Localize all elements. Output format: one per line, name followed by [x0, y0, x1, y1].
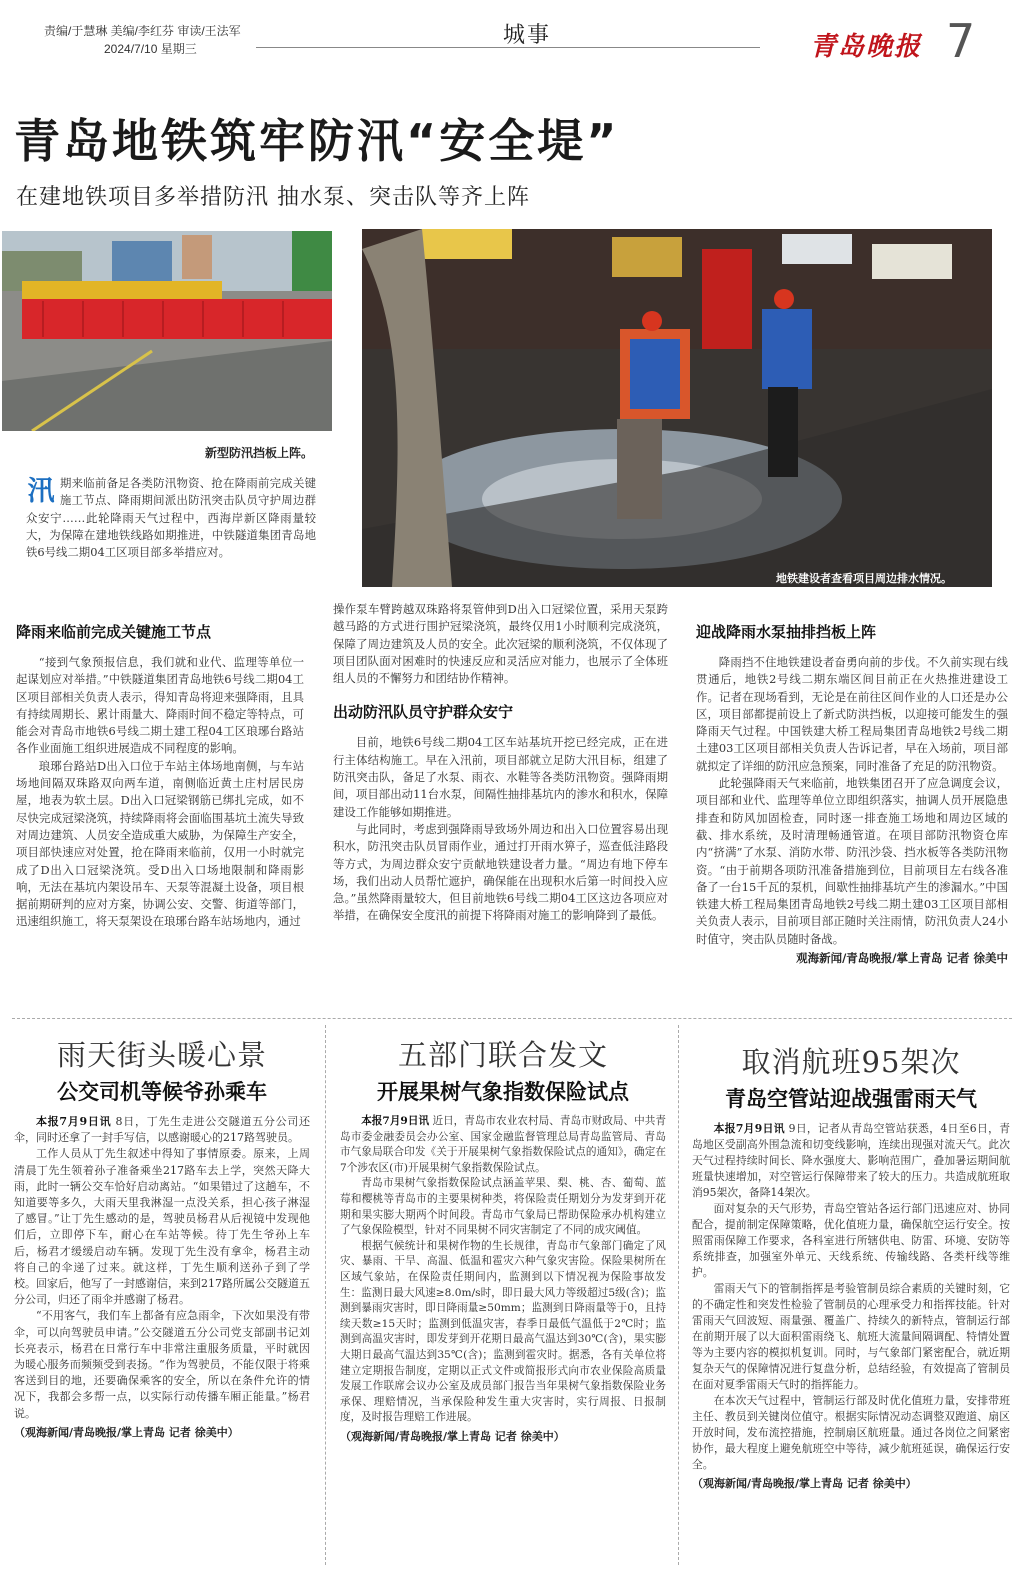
paragraph: 雷雨天气下的管制指挥是考验管制员综合素质的关键时刻，它的不确定性和突发性检验了管制员的心理承受力和指挥技能。针对雷雨天气回波短、雨量强、覆盖广、持续久的新特点，管制运行部在前期开展了以大面积雷雨绕飞、航班大流量间隔调配、特情处置等为主要内容的模拟机复训。同时，与气象部门紧密配合，就近期复杂天气的保障情况进行复盘分析，总结经验，有效提高了管制员在面对夏季雷雨天气时的指挥能力。	[692, 1282, 1010, 1391]
story-title: 公交司机等候爷孙乘车	[57, 1080, 267, 1104]
story-air-traffic	[692, 1040, 1010, 1491]
photo-flood-barriers	[2, 231, 332, 431]
issue-date: 2024/7/10 星期三	[104, 42, 197, 56]
paragraph: 工作人员从丁先生叙述中得知了事情原委。原来，上周清晨丁先生领着孙子准备乘坐217路车去上学，突然天降大雨，此时一辆公交车恰好启动离站。“如果错过了这趟车，不知道要等多久，大雨天里我淋湿一点没关系，担心孩子淋湿了感冒。”让丁先生感动的是，驾驶员杨君从后视镜中发现他们后，立即停下车，耐心在车站等候。待丁先生爷孙上车后，杨君才缓缓启动车辆。发现丁先生没有拿伞，杨君主动将自己的伞递了过来。就这样，丁先生顺利送孙子到了学校。回家后，他写了一封感谢信，来到217路所属公交隧道五分公司，归还了雨伞并感谢了杨君。	[14, 1147, 310, 1307]
byline: （观海新闻/青岛晚报/掌上青岛 记者 徐美中）	[340, 1429, 565, 1443]
article-column-1	[16, 621, 304, 931]
section-heading: 迎战降雨水泵抽排挡板上阵	[696, 623, 877, 641]
paragraph: 此轮强降雨天气来临前，地铁集团召开了应急调度会议，项目部和业代、监理等单位立即组织落实，抽调人员开展隐患排查和防风加固检查，同时逐一排查施工场地和周边区域的截、排水系统，及时清理畅通管道。在项目部防汛物资仓库内“挤满”了水泵、消防水带、防汛沙袋、挡水板等各类防汛物资。“由于前期各项防汛准备措施到位，目前项目左右线各准备了一台15千瓦的泵机，间歇性抽排基坑产生的渗漏水。”中国铁建大桥工程局集团青岛地铁2号线二期土建03工区项目部相关负责人表示，目前项目部正随时关注雨情，防汛负责人24小时值守，突击队员随时备战。	[696, 776, 1008, 946]
story-fruit-insurance	[340, 1033, 666, 1444]
lede-paragraph	[26, 475, 316, 561]
paragraph: “不用客气，我们车上都备有应急雨伞，下次如果没有带伞，可以向驾驶员申请。”公交隧道五分公司党支部副书记刘长亮表示，杨君在日常行车中非常注重服务质量，平时就因为暖心服务而频频受到表扬。“作为驾驶员，不能仅限于将乘客送到目的地，还要确保乘客的安全，所以在条件允许的情况下，我都会多帮一点，以实际行动传播车厢正能量。”杨君说。	[14, 1309, 310, 1420]
newspaper-brand-logo: 青岛晚报	[810, 32, 923, 62]
lede-text: 期来临前备足各类防汛物资、抢在降雨前完成关键施工节点、降雨期间派出防汛突击队员守护周边群众安宁……此轮降雨天气过程中，西海岸新区降雨量较大，为保障在建地铁线路如期推进，中铁隧道集团青岛地铁6号线二期04工区项目部多举措应对。	[26, 476, 316, 560]
page-number: 7	[946, 14, 976, 68]
column-divider	[325, 1025, 326, 1565]
lead-tag: 本报7月9日讯	[361, 1115, 430, 1127]
paragraph	[14, 1114, 310, 1146]
story-kicker: 五部门联合发文	[397, 1038, 608, 1072]
story-kicker: 雨天街头暖心景	[56, 1038, 267, 1072]
paragraph: 根据气候统计和果树作物的生长规律，青岛市气象部门确定了风灾、暴雨、干旱、高温、低温和雹灾六种气象灾害险。保险果树所在区域气象站，在保险责任期间内，监测到以下情况视为保险事故发生：监测日最大风速≥8.0m/s时，即日最大风力等级超过5级(含)；监测到暴雨灾害时，即日降雨量≥50mm；监测到日降雨量等于0，且持续天数≥15天时；监测到低温灾害，春季日最低气温低于2℃时；监测到高温灾害时，即发芽到开花期日最高气温达到30℃(含)，果实膨大期日最高气温达到35℃(含)；监测到雹灾时。据悉，各有关单位将建立定期报告制度，定期以正式文件或简报形式向市农业保险高质量发展工作联席会议办公室及成员部门报告当年果树气象指数保险业务承保、理赔情况，当承保险种发生重大灾害时，实行周报、日报制度，及时报告理赔工作进展。	[340, 1239, 666, 1424]
story-bus-driver	[14, 1033, 310, 1440]
section-heading: 出动防汛队员守护群众安宁	[333, 703, 514, 722]
lead-tag: 本报7月9日讯	[36, 1115, 112, 1128]
byline: （观海新闻/青岛晚报/掌上青岛 记者 徐美中）	[14, 1425, 239, 1439]
paragraph	[340, 1114, 666, 1176]
paragraph	[692, 1121, 1010, 1201]
paragraph: 与此同时，考虑到强降雨导致场外周边和出入口位置容易出现积水，防汛突击队员冒雨作业，通过打开雨水箅子，巡查低洼路段等方式，为周边群众安宁贡献地铁建设者力量。“周边有地下停车场，我们出动人员帮忙遮护，确保能在出现积水后第一时间投入应急。”虽然降雨量较大，但目前地铁6号线二期04工区这边各项应对举措，在确保安全度汛的前提下将降雨对施工的影响降到了最低。	[333, 821, 668, 923]
paragraph: 在本次天气过程中，管制运行部及时优化值班力量，安排带班主任、教员到关键岗位值守。根据实际情况动态调整双跑道、扇区开放时间，发布流控措施，控制扇区航班量。通过各岗位之间紧密协作，最大程度上避免航班空中等待，减少航班延误，确保运行安全。	[692, 1394, 1010, 1471]
lead-text: 9日，记者从青岛空管站获悉，4日至6日，青岛地区受副高外围急流和切变线影响，连续出现强对流天气。此次天气过程持续时间长、降水强度大、影响范围广，叠加暑运期间航班量快速增加，对空管运行保障带来了较大的压力。共造成航班取消95架次，备降14架次。	[692, 1122, 1011, 1199]
section-divider	[12, 1018, 1012, 1019]
lead-tag: 本报7月9日讯	[713, 1122, 785, 1135]
story-title: 青岛空管站迎战强雷雨天气	[725, 1087, 977, 1111]
paragraph: 降雨挡不住地铁建设者奋勇向前的步伐。不久前实现右线贯通后，地铁2号线二期东端区间目前正在火热推进建设工作。记者在现场看到，无论是在前往区间作业的人口还是办公区，项目部都提前设上了新式防洪挡板，以迎接可能发生的强降雨天气过程。中国铁建大桥工程局集团青岛地铁2号线二期土建03工区项目部相关负责人告诉记者，早在入场前，项目部就拟定了详细的防汛应急预案，同时准备了充足的防汛物资。	[696, 655, 1008, 773]
dropcap: 汛	[27, 476, 55, 507]
paragraph: 青岛市果树气象指数保险试点涵盖苹果、梨、桃、杏、葡萄、蓝莓和樱桃等青岛市的主要果树种类，将保险责任期划分为发芽到开花期和果实膨大期两个时间段。青岛市气象局已帮助保险承办机构建立了气象保险模型，针对不同果树不同灾害制定了不同的成灾阈值。	[340, 1177, 666, 1237]
main-subheadline: 在建地铁项目多举措防汛 抽水泵、突击队等齐上阵	[16, 185, 530, 210]
paragraph: 面对复杂的天气形势，青岛空管站各运行部门迅速应对、协同配合，提前制定保障策略，优化值班力量，确保航空运行安全。按照雷雨保障工作要求，各科室进行所辖供电、防雷、环境、安防等系统排查，加强室外单元、天线系统、传输线路、各类杆线等维护。	[692, 1202, 1010, 1279]
story-title: 开展果树气象指数保险试点	[377, 1080, 629, 1104]
section-name: 城事	[503, 23, 552, 48]
byline: 观海新闻/青岛晚报/掌上青岛 记者 徐美中	[796, 951, 1008, 966]
paragraph: 琅琊台路站D出入口位于车站主体场地南侧，与车站场地间隔双珠路双向两车道，南侧临近黄土庄村居民房屋，地表为软土层。D出入口冠梁钢筋已绑扎完成，如不尽快完成冠梁浇筑，持续降雨将会面临围基坑土流失导致对周边建筑、人员安全造成重大威胁，为保障生产安全，项目部快速应对处置，抢在降雨来临前，仅用一小时就完成了D出入口冠梁浇筑。受D出入口场地限制和降雨影响，无法在基坑内架设吊车、天泵等混凝土设备，项目根据前期研判的应对方案，协调公安、交警、街道等部门，迅速组织施工，将天泵架设在琅琊台路车站场地内，通过	[16, 758, 304, 929]
paragraph: 操作泵车臂跨越双珠路将泵管伸到D出入口冠梁位置，采用天泵跨越马路的方式进行围护冠梁浇筑，最终仅用1小时顺利完成浇筑，保障了周边建筑及人员的安全。此次冠梁的顺利浇筑，不仅体现了项目团队面对困难时的快速反应和灵活应对能力，也展示了全体班组人员的不懈努力和团结协作精神。	[333, 602, 668, 686]
story-kicker: 取消航班95架次	[741, 1045, 961, 1079]
byline: （观海新闻/青岛晚报/掌上青岛 记者 徐美中）	[692, 1477, 917, 1490]
photo2-caption: 地铁建设者查看项目周边排水情况。	[776, 572, 952, 585]
photo1-caption: 新型防汛挡板上阵。	[205, 446, 314, 460]
photo-drainage-check	[362, 229, 992, 587]
editor-credits: 责编/于慧琳 美编/李红芬 审读/王法军	[44, 24, 241, 38]
column-divider	[678, 1025, 679, 1565]
section-heading: 降雨来临前完成关键施工节点	[16, 623, 212, 641]
main-headline: 青岛地铁筑牢防汛“安全堤”	[14, 114, 620, 168]
article-column-2	[333, 601, 668, 925]
lead-text: 8日，丁先生走进公交隧道五分公司还伞，同时还拿了一封手写信，以感谢暖心的217路驾驶员。	[14, 1115, 311, 1145]
paragraph: 目前，地铁6号线二期04工区车站基坑开挖已经完成，正在进行主体结构施工。早在入汛前，项目部就立足防大汛目标，组建了防汛突击队，备足了水泵、雨衣、水鞋等各类防汛物资。强降雨期间，项目部出动11台水泵，间隔性抽排基坑内的渗水和积水，保障建设工作能够如期推进。	[333, 735, 668, 819]
lead-text: 近日，青岛市农业农村局、青岛市财政局、中共青岛市委金融委员会办公室、国家金融监督管理总局青岛监管局、青岛市气象局联合印发《关于开展果树气象指数保险试点的通知》，确定在7个涉农区(市)开展果树气象指数保险试点。	[340, 1115, 666, 1174]
paragraph: “接到气象预报信息，我们就和业代、监理等单位一起谋划应对举措。”中铁隧道集团青岛地铁6号线二期04工区项目部相关负责人表示，得知青岛将迎来强降雨，且具有持续周期长、累计雨量大、降雨时间不稳定等特点，可能会对青岛市地铁6号线二期土建工程04工区琅琊台路站各作业面施工组织进展造成不同程度的影响。	[16, 655, 304, 756]
article-column-3	[696, 621, 1008, 966]
